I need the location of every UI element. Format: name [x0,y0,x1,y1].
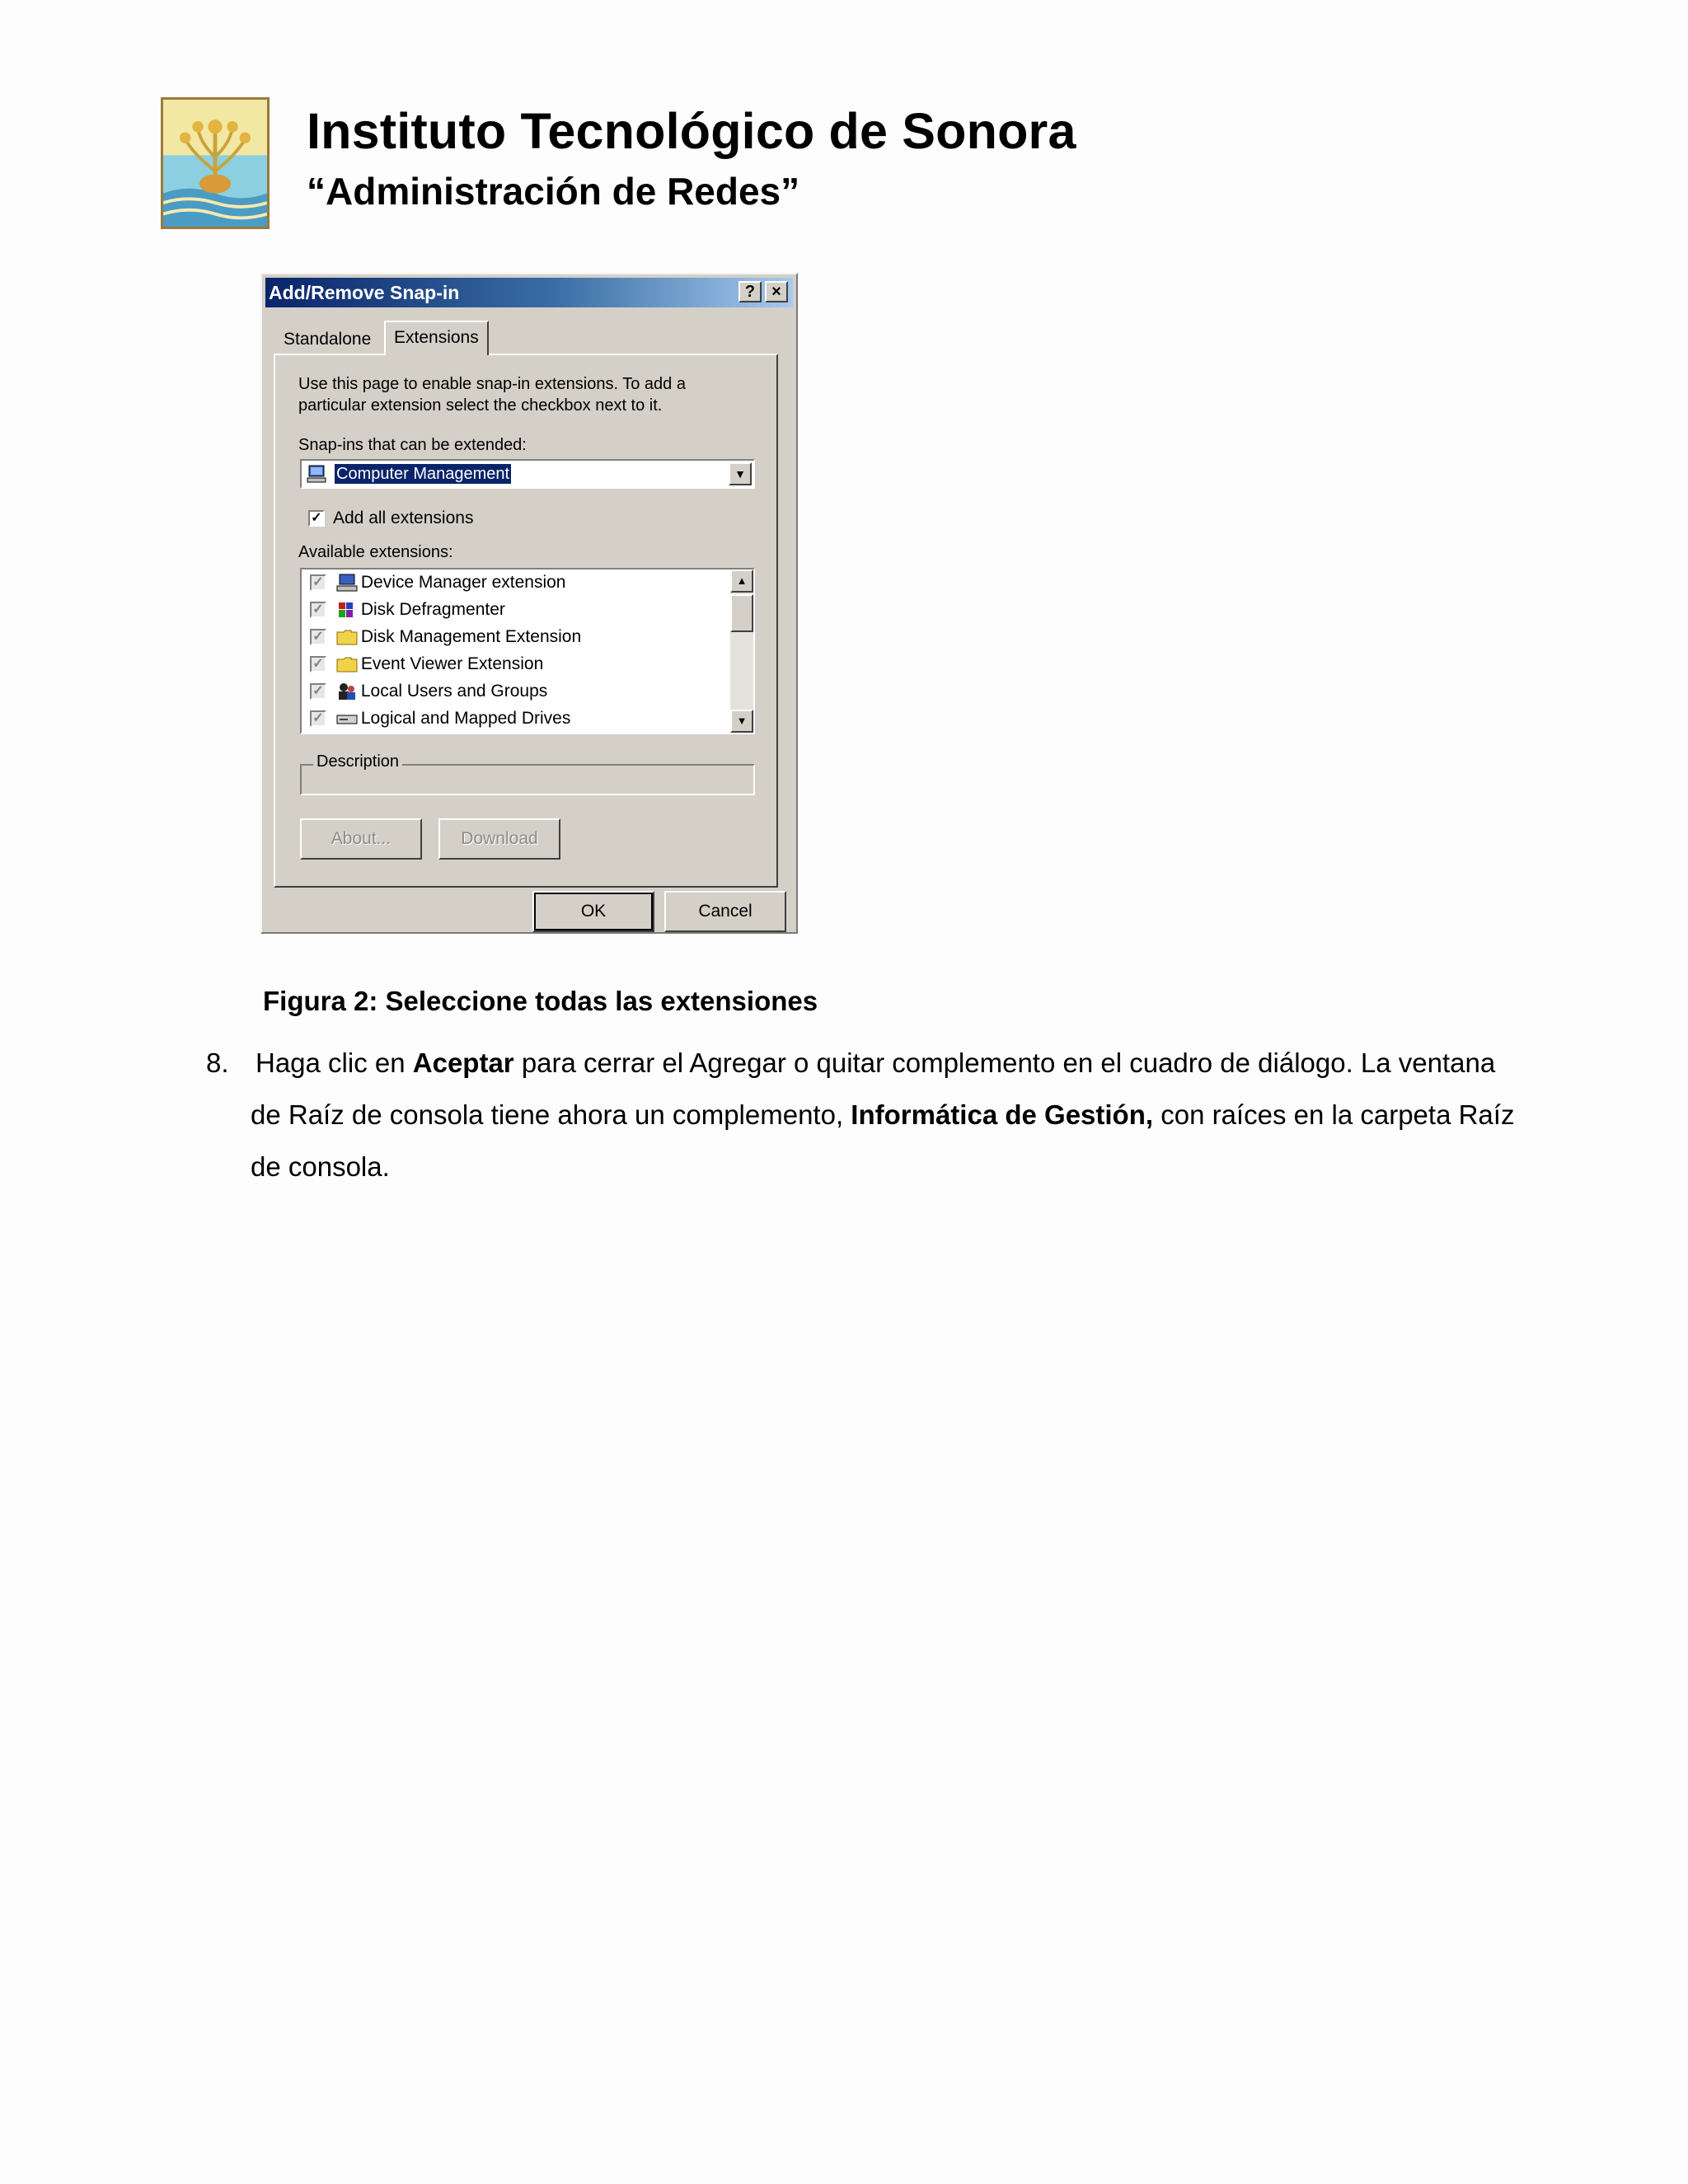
list-item[interactable] [310,678,547,705]
checkbox-checked-icon[interactable]: ✓ [310,602,326,618]
scroll-thumb[interactable] [730,594,753,632]
download-button[interactable]: Download [438,818,560,860]
ok-button[interactable]: OK [532,891,654,932]
folder-icon [336,655,358,673]
scrollbar[interactable] [730,569,753,733]
help-button[interactable]: ? [738,281,762,302]
figure-caption: Figura 2: Seleccione todas las extensiones [263,986,818,1016]
list-item[interactable] [310,597,505,623]
extension-label: Event Viewer Extension [360,654,544,673]
snapin-selected-value: Computer Management [336,465,510,483]
available-extensions-label: Available extensions: [298,543,453,561]
step-text [251,1037,1574,1193]
step-text-part: para cerrar el Agregar o quitar complemento en el cuadro de diálogo. La ventana [513,1047,1496,1078]
checkbox-checked-icon[interactable]: ✓ [310,629,326,645]
step-bold-informatica: Informática de Gestión, [851,1099,1154,1130]
step-number: 8. [206,1047,229,1078]
dialog-titlebar [265,278,793,307]
checkbox-checked-icon[interactable]: ✓ [310,710,326,727]
snapins-label: Snap-ins that can be extended: [298,436,527,454]
step-line-1 [256,1037,1574,1089]
intro-text [298,373,743,416]
close-button[interactable]: × [765,281,788,302]
list-item[interactable] [310,624,581,650]
snapin-select[interactable] [300,459,755,489]
list-item[interactable] [310,705,570,732]
users-icon [336,682,358,701]
checkbox-checked-icon[interactable]: ✓ [310,683,326,700]
checkbox-checked-icon[interactable]: ✓ [308,510,325,527]
extension-label: Disk Management Extension [360,627,582,646]
step-text-part: de Raíz de consola tiene ahora un complemento, [251,1099,851,1130]
folder-icon [336,628,358,646]
list-item[interactable] [310,569,565,596]
dialog-title: Add/Remove Snap-in [269,282,460,303]
drive-icon [336,710,358,728]
extension-label: Local Users and Groups [360,682,548,701]
about-button[interactable]: About... [300,818,422,860]
step-text-part: con raíces en la carpeta Raíz [1153,1099,1515,1130]
course-title: “Administración de Redes” [307,170,800,213]
extension-label: Device Manager extension [360,573,566,592]
checkbox-checked-icon[interactable]: ✓ [310,656,326,673]
cancel-button[interactable]: Cancel [664,891,786,932]
checkbox-checked-icon[interactable]: ✓ [310,574,326,591]
institution-logo [161,97,270,229]
step-text-part: Haga clic en [256,1047,413,1078]
tab-standalone[interactable]: Standalone [284,330,372,349]
defragmenter-icon [336,601,358,619]
scroll-up-icon[interactable]: ▲ [730,569,753,593]
scroll-down-icon[interactable]: ▼ [730,710,753,733]
intro-line-1: Use this page to enable snap-in extensions. To add a [298,375,686,393]
step-bold-aceptar: Aceptar [412,1047,514,1078]
institution-title: Instituto Tecnológico de Sonora [307,103,1076,159]
description-label: Description [313,752,402,771]
add-all-extensions-label: Add all extensions [333,509,474,527]
chevron-down-icon[interactable]: ▼ [729,462,752,485]
computer-icon [307,464,326,484]
step-line-3: de consola. [251,1151,390,1182]
extension-label: Disk Defragmenter [360,600,505,619]
extension-label: Logical and Mapped Drives [360,709,571,728]
add-remove-snapin-dialog [260,273,798,934]
tab-extensions[interactable]: Extensions [384,321,489,355]
step-line-2 [251,1089,1574,1141]
list-item[interactable] [310,651,543,677]
intro-line-2: particular extension select the checkbox next to it. [298,396,663,415]
add-all-extensions-checkbox[interactable] [308,509,473,528]
extensions-list[interactable] [300,568,755,734]
computer-icon [336,574,358,592]
description-box [300,752,755,795]
